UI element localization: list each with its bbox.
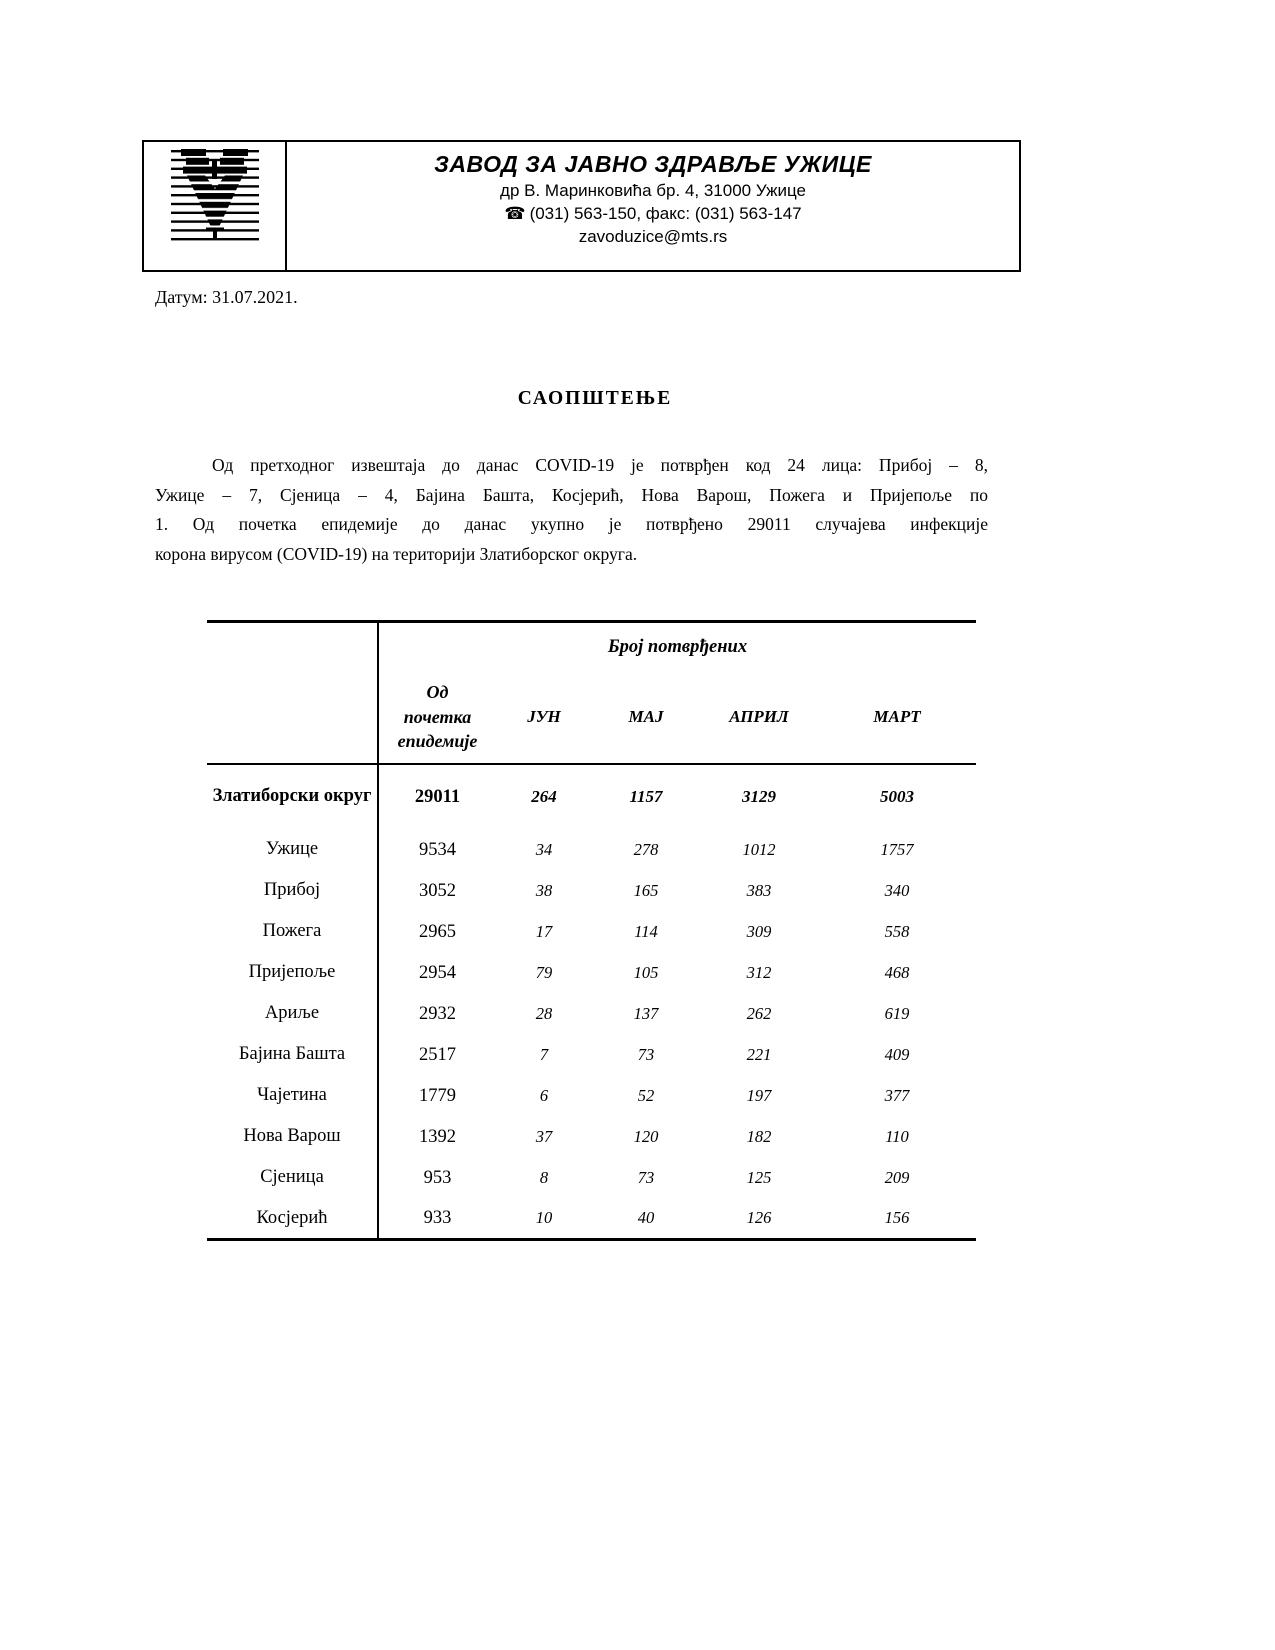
cell-maj: 73 [637,1045,655,1064]
org-logo-icon [160,149,270,241]
org-phone: (031) 563-150, факс: (031) 563-147 [529,204,802,223]
table-row [207,871,976,912]
cell-mart: 110 [885,1127,909,1146]
cell-april: 125 [746,1168,772,1187]
column-header-since-epidemic: Од почетка епидемије [378,672,496,764]
cell-mart: 209 [884,1168,910,1187]
cell-mart: 558 [884,922,910,941]
cell-total: 953 [423,1167,452,1188]
cell-maj: 1157 [629,787,663,806]
table-column-header-row [207,672,976,764]
cell-maj: 137 [633,1004,659,1023]
cell-april: 182 [746,1127,772,1146]
table-row [207,830,976,871]
municipality-name: Бајина Башта [207,1035,378,1076]
letterhead [142,140,1021,272]
column-header-mart: МАРТ [818,672,976,764]
cell-mart: 5003 [880,787,914,806]
cell-april: 197 [746,1086,772,1105]
cell-mart: 468 [884,963,910,982]
cell-jun: 38 [535,881,553,900]
municipality-name: Пожега [207,912,378,953]
table-row [207,994,976,1035]
cell-total: 2517 [419,1044,456,1065]
cell-total: 9534 [419,839,456,860]
org-phone-line [287,204,1019,224]
cell-mart: 1757 [880,840,914,859]
letterhead-text [287,142,1019,270]
table-row [207,1076,976,1117]
cell-mart: 619 [884,1004,910,1023]
cell-total: 1779 [419,1085,456,1106]
municipality-name: Чајетина [207,1076,378,1117]
table-row [207,1117,976,1158]
municipality-name: Сјеница [207,1158,378,1199]
municipality-name: Прибој [207,871,378,912]
municipality-name: Ариље [207,994,378,1035]
cell-maj: 105 [633,963,659,982]
cell-maj: 73 [637,1168,655,1187]
cell-april: 126 [746,1208,772,1228]
phone-icon: ☎ [504,204,526,223]
cell-jun: 17 [535,922,553,941]
cell-total: 2965 [419,921,456,942]
cell-total: 3052 [419,880,456,901]
cell-jun: 264 [531,787,557,806]
table-row [207,764,976,830]
org-email: zavoduzice@mts.rs [578,227,728,246]
cell-jun: 6 [539,1086,549,1105]
cell-april: 312 [746,963,772,982]
paragraph-line: Од претходног извештаја до данас COVID-19 је потврђен код 24 лица: Прибој – 8, [212,455,988,475]
column-header-april: АПРИЛ [700,672,818,764]
cell-maj: 165 [633,881,659,900]
paragraph-line: корона вирусом (COVID-19) на територији Златиборског округа. [155,543,638,564]
cell-jun: 28 [535,1004,553,1023]
cell-maj: 52 [637,1086,655,1105]
cell-april: 383 [746,881,772,900]
cell-april: 221 [746,1045,772,1064]
municipality-name: Косјерић [207,1199,378,1240]
cell-mart: 409 [884,1045,910,1064]
table-row [207,912,976,953]
cell-jun: 34 [535,840,553,859]
cell-maj: 40 [637,1208,655,1228]
cell-april: 309 [746,922,772,941]
cell-mart: 340 [884,881,910,900]
document-title: САОПШТЕЊЕ [517,388,673,409]
cell-jun: 7 [539,1045,549,1064]
cell-total: 29011 [414,786,461,807]
cell-maj: 120 [633,1127,659,1146]
table-row [207,1158,976,1199]
cell-jun: 37 [535,1127,553,1146]
column-header-maj: МАЈ [592,672,700,764]
org-address: др В. Маринковића бр. 4, 31000 Ужице [500,181,806,200]
logo-cell [144,142,287,270]
cell-total: 2954 [419,962,456,983]
cell-maj: 114 [634,922,658,941]
paragraph-line: Ужице – 7, Сјеница – 4, Бајина Башта, Косјерић, Нова Варош, Пожега и Пријепоље по [155,484,988,505]
cell-total: 1392 [419,1126,456,1147]
empty-corner-cell [207,622,378,672]
cell-april: 1012 [742,840,776,859]
cell-jun: 8 [539,1168,549,1187]
municipality-name: Ужице [207,830,378,871]
table-row [207,953,976,994]
column-header-jun: ЈУН [496,672,592,764]
cell-maj: 278 [633,840,659,859]
cell-jun: 79 [535,963,553,982]
cell-mart: 156 [884,1208,910,1228]
empty-corner-cell [207,672,378,764]
cell-april: 262 [746,1004,772,1023]
municipality-name: Нова Варош [207,1117,378,1158]
table-row [207,1035,976,1076]
org-name: ЗАВОД ЗА ЈАВНО ЗДРАВЉЕ УЖИЦЕ [434,151,872,177]
table-row [207,1199,976,1240]
body-paragraph [155,451,988,569]
document-date: Датум: 31.07.2021. [155,287,298,307]
cell-mart: 377 [884,1086,910,1105]
table-group-header: Број потврђених [607,636,748,657]
cell-total: 2932 [419,1003,456,1024]
cell-total: 933 [423,1207,452,1228]
municipality-name: Пријепоље [207,953,378,994]
covid-statistics-table [207,620,976,1241]
cell-jun: 10 [535,1208,553,1228]
cell-april: 3129 [742,787,776,806]
table-group-header-row [207,622,976,672]
municipality-name: Златиборски округ [207,764,378,830]
paragraph-line: 1. Од почетка епидемије до данас укупно је потврђено 29011 случајева инфекције [155,514,988,534]
